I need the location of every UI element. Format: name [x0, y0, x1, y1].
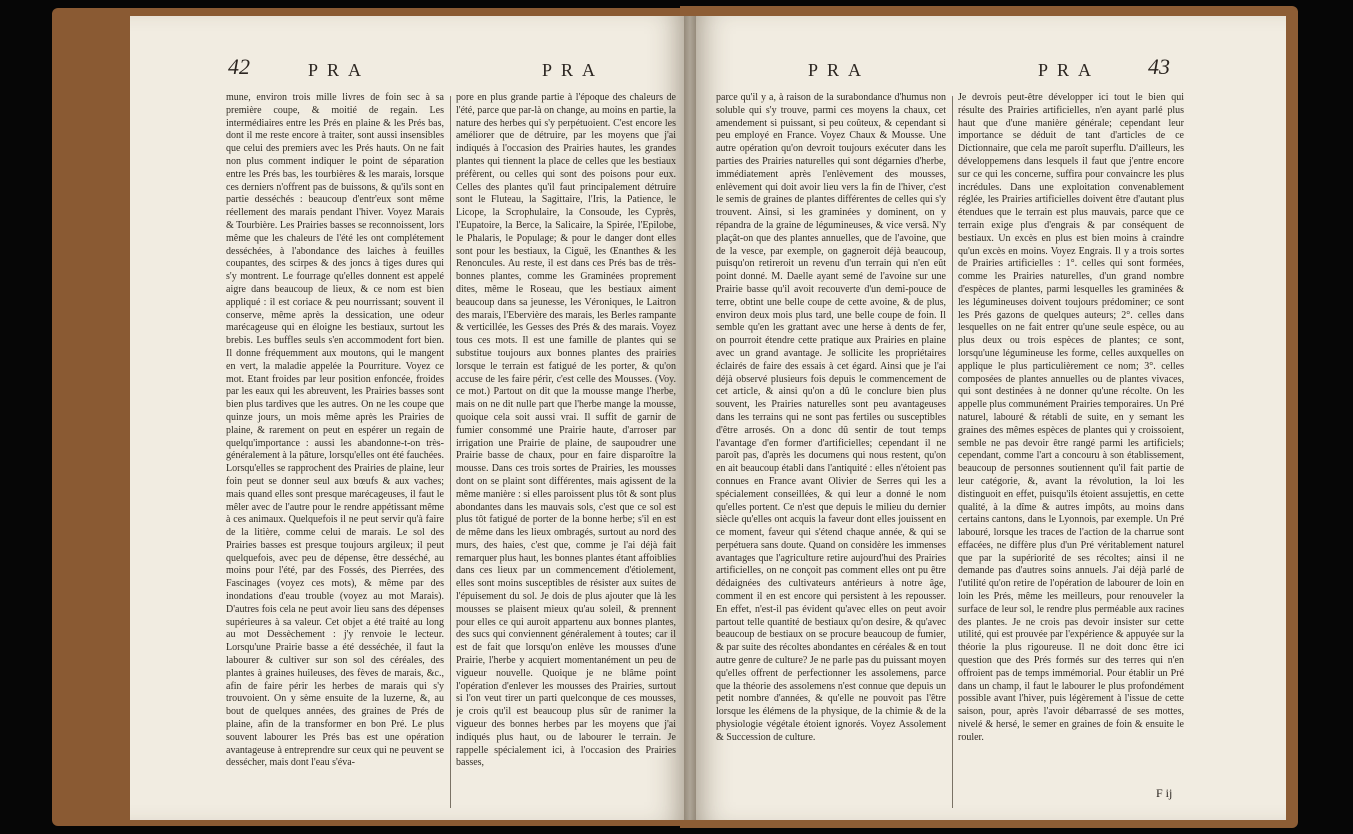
left-page-column-2 [456, 92, 676, 808]
page-number-left: 42 [228, 54, 250, 79]
running-header-right-2: PRA [1038, 60, 1101, 80]
running-header-left-1: PRA [308, 60, 371, 80]
running-header-right-1: PRA [808, 60, 871, 80]
book-spine [684, 16, 696, 820]
page-number-right: 43 [1148, 54, 1170, 79]
right-page-column-2 [958, 92, 1184, 782]
left-page [130, 16, 690, 820]
right-page [690, 16, 1286, 820]
running-header-left-2: PRA [542, 60, 605, 80]
left-column-2-text: pore en plus grande partie à l'époque des chaleurs de l'été, parce que par-là on change, au moins en partie, la nature des herbes qui s'y perpétuoient. C'est encore les améliorer que de détruire, par les moyens que j'ai indiqués à l'occasion des Prairies hautes, les grandes plantes qui tiennent la place de celles que les bestiaux préfèrent, ou celles qui sont des poisons pour eux. Celles des plantes qu'il faut principalement détruire sont le Fluteau, la Sagittaire, l'Iris, la Patience, le Licope, la Scrophulaire, la Consoude, les Cyprès, l'Eupatoire, la Berce, la Salicaire, la Spirée, l'Epilobe, le Phalaris, le Populage; & pour le danger dont elles sont pour les bestiaux, la Ciguë, les Œnanthes & les Renoncules. Au reste, il est dans ces Prés bas de très-bonnes plantes, comme les Graminées proprement dites, même le Roseau, que les bestiaux aiment beaucoup dans sa jeunesse, les Véroniques, le Laitron des marais, l'Ebervière des marais, les Berles rampante & verticillée, les Gesses des Prés & des marais. Voyez tous ces mots. Il est une famille de plantes qui se substitue toujours aux bonnes plantes des prairies lorsque le terrain est fatigué de les porter, & qu'on accuse de les faire périr, c'est celle des Mousses. (Voy. ce mot.) Partout on dit que la mousse mange l'herbe, mais on ne dit nulle part que l'herbe mange la mousse, quoique cela soit aussi vrai. Il suffit de garnir de fumier consommé une Prairie haute, d'arroser par irrigation une Prairie de plaine, de saupoudrer une Prairie basse de chaux, pour en faire disparoître la mousse. Dans ces trois sortes de Prairies, les mousses dont on se plaint sont différentes, mais agissent de la même manière : si elles paroissent plus tôt & sont plus abondantes dans les mauvais sols, c'est que ce sol est plus tôt fatigué de porter de la bonne herbe; s'il en est de même dans les lieux ombragés, surtout au nord des murs, des haies, c'est que, comme je l'ai déjà fait remarquer plus haut, les bonnes plantes étant affoiblies dans ces lieux par un commencement d'étiolement, elles sont moins susceptibles de résister aux suites de l'épuisement du sol. Je dois de plus ajouter que là les mousses se plaisent mieux qu'au soleil, & prennent pour elles ce qui auroit appartenu aux bonnes plantes, des sucs qui conviennent généralement à toutes; car il est de fait que lorsqu'on enlève les mousses d'une Prairie, l'herbe y acquiert momentanément un peu de vigueur nouvelle. Quoique je ne blâme point l'opération d'enlever les mousses des Prairies, surtout si l'on veut tirer un parti quelconque de ces mousses, je crois qu'il est beaucoup plus sûr de ranimer la vigueur des bonnes herbes par les moyens que j'ai indiqués plus haut, ou de labourer le terrain. Je rappelle spécialement ici, à l'occasion des Prairies basses, [456, 92, 676, 769]
left-page-column-1 [226, 92, 444, 808]
left-column-1-text: mune, environ trois mille livres de foin sec à sa première coupe, & moitié de regain. Les intermédiaires entre les Prés en plaine & les Prés bas, dont il me reste encore à traiter, sont aussi insensibles que celui des premiers avec les Prés hauts. On ne fait non plus comment indiquer le point de séparation entre les Prés bas, les tourbières & les marais, lorsque ces derniers n'offrent pas de buissons, & qu'ils sont en partie desséchés : beaucoup d'entr'eux sont même réellement des marais pendant l'hiver. Voyez Marais & Tourbière. Les Prairies basses se reconnoissent, lors même que les chaleurs de l'été les ont complétement desséchées, à l'abondance des laiches à feuilles coupantes, des scirpes & des joncs à tiges dures qui s'y montrent. Le fourrage qu'elles donnent est appelé aigre dans beaucoup de lieux, & ce nom est bien appliqué : il est coriace & peu nourrissant; souvent il conserve, même après la dessication, une odeur marécageuse qui en éloigne les bestiaux, surtout les brebis. Les buffles seuls s'en accommodent fort bien. Il donne fréquemment aux moutons, qui le mangent en vert, la maladie appelée la Pourriture. Voyez ce mot. Etant froides par leur position enfoncée, froides par les eaux qui les abreuvent, les Prairies basses sont bien plus tardives que les autres. On ne les coupe que quinze jours, un mois même après les Prairies de plaine, & rarement on peut en espérer un regain de quelqu'importance : aussi les abandonne-t-on très-généralement à la pâture, lorsqu'elles ont été fauchées. Lorsqu'elles se rapprochent des Prairies de plaine, leur foin peut se donner seul aux bœufs & aux vaches; mais quand elles sont presque marécageuses, il faut le mêler avec de l'autre pour le rendre appétissant même à ces animaux. Quelquefois il ne peut servir qu'à faire de la litière, comme celui de marais. Le sol des Prairies basses est presque toujours argileux; il peut quelquefois, avec peu de dépense, être desséché, au moins pour l'été, par des Fossés, des Pierrées, des Fascinages (voyez ces mots), & même par des inondations d'eau trouble (voyez au mot Marais). D'autres fois cela ne peut avoir lieu sans des dépenses supérieures à sa valeur. Cet objet a été traité au long au mot Dessèchement : j'y renvoie le lecteur. Lorsqu'une Prairie basse a été desséchée, il faut la labourer & cultiver sur son sol des céréales, des plantes à graines huileuses, des fèves de marais, &c., afin de faire périr les herbes de marais qui s'y trouvoient. On y sème ensuite de la luzerne, &, au bout de quelques années, des graines de Prés de plaine, afin de la transformer en bon Pré. Le plus souvent labourer les Prés bas est une opération avantageuse à entreprendre sur ceux qui ne peuvent se dessécher, mais dont l'eau s'éva- [226, 92, 444, 769]
signature-mark: F ij [1156, 786, 1173, 800]
right-column-2-text: Je devrois peut-être développer ici tout le bien qui résulte des Prairies artificielles, n'en ayant parlé plus haut que d'une manière générale; cependant leur importance se déduit de tant d'articles de ce Dictionnaire, que cela me paroît superflu. D'ailleurs, les développemens dans lesquels il faut que j'entre encore sur ce qui les concerne, suffira pour convaincre les plus incrédules. Dans une exploitation convenablement réglée, les Prairies artificielles doivent être d'autant plus étendues que le terrain est plus mauvais, parce que ce terrain exige plus d'engrais & par conséquent de bestiaux. Un excès en plus est bien moins à craindre qu'un excès en moins. Voyez Engrais. Il y a trois sortes de Prairies artificielles : 1°. celles qui sont formées, comme les Prairies naturelles, d'un grand nombre d'espèces de plantes, parmi lesquelles les graminées & les légumineuses doivent toujours prédominer; ce sont les Prés gazons de quelques auteurs; 2°. celles dans lesquelles on ne fait entrer qu'une seule espèce, ou au plus deux ou trois espèces de plantes; ce sont, lorsqu'une légumineuse les forme, celles auxquelles on applique le plus particulièrement ce nom; 3°. celles composées de plantes annuelles ou de plantes vivaces, qui sont destinées à ne donner qu'une récolte. On les appelle plus communément Prairies temporaires. Un Pré naturel, labouré & rétabli de suite, en y semant les graines des mêmes espèces de plantes qui y croissoient, semble ne pas devoir être rangé parmi les artificiels; cependant, comme l'art a concouru à son établissement, beaucoup de personnes soutiennent qu'il fait partie de leur catégorie, &, avant la révolution, la loi les distinguoit en effet, puisqu'ils étoient assujettis, en cette qualité, à la dîme & autres impôts, au moins dans certains cantons, dans le Lyonnois, par exemple. Un Pré labouré, lorsque les traces de l'action de la charrue sont effacées, ne diffère plus d'un Pré véritablement naturel que par la supériorité de ses récoltes; ainsi il ne demande pas d'autres soins annuels. J'ai déjà parlé de l'utilité qu'on retire de l'opération de labourer de loin en loin les Prés, même les meilleurs, pour renouveler la surface de leur sol, le rendre plus perméable aux racines des plantes. Je ne crois pas devoir insister sur cette utilité, qui est prouvée par l'expérience & appuyée sur la théorie la plus rigoureuse. Il ne doit donc être ici question que des Prés formés sur des terres qui n'en offroient pas de temps immémorial. Pour établir un Pré dans un champ, il faut le labourer le plus profondément possible avant l'hiver, puis légèrement à l'issue de cette saison, pour, après l'avoir débarrassé de ses mottes, nivelé & hersé, le semer en graines de foin & ensuite le rouler. [958, 92, 1184, 743]
column-rule-left [450, 96, 451, 808]
column-rule-right [952, 96, 953, 808]
right-column-1-text: parce qu'il y a, à raison de la surabondance d'humus non soluble qui s'y trouve, parmi ces moyens la chaux, cet amendement si puissant, si peu coûteux, & cependant si peu employé en France. Voyez Chaux & Mousse. Une autre opération qu'on devroit toujours exécuter dans les parties des Prairies naturelles qui sont dégarnies d'herbe, immédiatement après l'enlèvement des mousses, enlèvement qui doit avoir lieu vers la fin de l'hiver, c'est le semis de graines de plantes différentes de celles qui s'y trouvent. Ainsi, si les graminées y dominent, on y répandra de la graine de légumineuses, & vice versâ. N'y plaçât-on que des plantes annuelles, que de l'avoine, que de la vesce, par exemple, on gagneroit déjà beaucoup, puisqu'on retireroit un revenu d'un terrain qui n'en eût point donné. M. Daelle ayant semé de l'avoine sur une Prairie basse qu'il avoit recouverte d'un demi-pouce de terre, obtint une belle coupe de cette avoine, & de plus, environ deux mois plus tard, une belle coupe de foin. Il semble qu'en les grattant avec une herse à dents de fer, on pourroit étendre cette pratique aux Prairies en plaine avec un grand avantage. Je sollicite les propriétaires éclairés de faire des essais à cet égard. Ainsi que je l'ai déjà observé plusieurs fois depuis le commencement de cet article, & ainsi qu'on a dû le conclure bien plus souvent, les Prairies naturelles sont peu avantageuses dans les terrains qui ne sont pas fertiles ou susceptibles d'être arrosés. On a donc dû sentir de tout temps l'avantage d'en former d'artificielles; cependant il ne paroît pas, d'après les documens qui nous restent, qu'on en ait beaucoup établi dans l'antiquité : elles n'étoient pas connues en France avant Olivier de Serres qui les a spécialement conseillées, & qui leur a donné le nom qu'elles portent. Ce n'est que depuis le milieu du dernier siècle qu'elles ont acquis la faveur dont elles jouissent en ce moment, faveur qui s'étend chaque année, & qui se perpétuera sans doute. Quand on considère les immenses avantages que l'agriculture retire aujourd'hui des Prairies artificielles, on ne conçoit pas comment elles ont pu être dédaignées des cultivateurs antérieurs à notre âge, comment il en est encore qui persistent à les repousser. En effet, n'est-il pas évident qu'avec elles on peut avoir partout telle quantité de bestiaux qu'on desire, & qu'avec beaucoup de bestiaux on se procure beaucoup de fumier, & par suite des récoltes abondantes en céréales & en tout autre genre de culture? Je ne parle pas du puissant moyen qu'elles offrent de perfectionner les assolemens, parce que la théorie des assolemens n'est connue que depuis un petit nombre d'années, & qu'elle ne pouvoit pas l'être lorsque les élémens de la physique, de la chimie & de la physiologie végétale étoient ignorés. Voyez Assolement & Succession de culture. [716, 92, 946, 743]
right-page-column-1 [716, 92, 946, 808]
